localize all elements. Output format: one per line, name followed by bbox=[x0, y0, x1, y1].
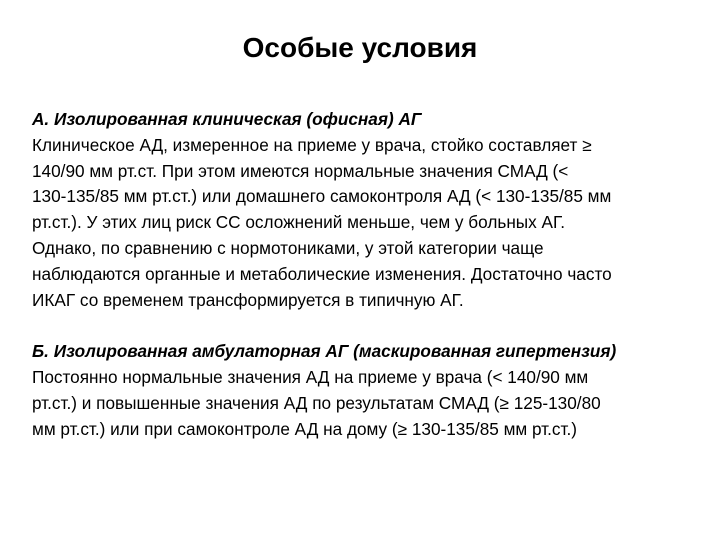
body-text-line: Однако, по сравнению с нормотониками, у этой категории чаще bbox=[32, 237, 544, 258]
section-heading: А. Изолированная клиническая (офисная) АГ bbox=[32, 109, 422, 129]
section-isolated-clinical-hypertension bbox=[32, 107, 712, 313]
body-text-line: наблюдаются органные и метаболические изменения. Достаточно часто bbox=[32, 263, 612, 284]
body-text-line: 140/90 мм рт.ст. При этом имеются нормальные значения СМАД (< bbox=[32, 160, 569, 181]
slide-title: Особые условия bbox=[242, 32, 478, 63]
body-text-line: рт.ст.) и повышенные значения АД по результатам СМАД (≥ 125-130/80 bbox=[32, 392, 601, 413]
section-heading: Б. Изолированная амбулаторная АГ (маскированная гипертензия) bbox=[32, 341, 617, 362]
body-text-line: мм рт.ст.) или при самоконтроле АД на дому (≥ 130-135/85 мм рт.ст.) bbox=[32, 418, 577, 439]
body-text-line: рт.ст.). У этих лиц риск СС осложнений меньше, чем у больных АГ. bbox=[32, 212, 565, 233]
slide-body bbox=[32, 107, 712, 442]
body-text-line: 130-135/85 мм рт.ст.) или домашнего самоконтроля АД (< 130-135/85 мм bbox=[32, 186, 612, 207]
body-text-line: ИКАГ со временем трансформируется в типичную АГ. bbox=[32, 289, 464, 310]
body-text-line: Клиническое АД, измеренное на приеме у врача, стойко составляет ≥ bbox=[32, 134, 592, 155]
section-masked-hypertension bbox=[32, 339, 712, 442]
body-text-line: Постоянно нормальные значения АД на приеме у врача (< 140/90 мм bbox=[32, 366, 589, 387]
